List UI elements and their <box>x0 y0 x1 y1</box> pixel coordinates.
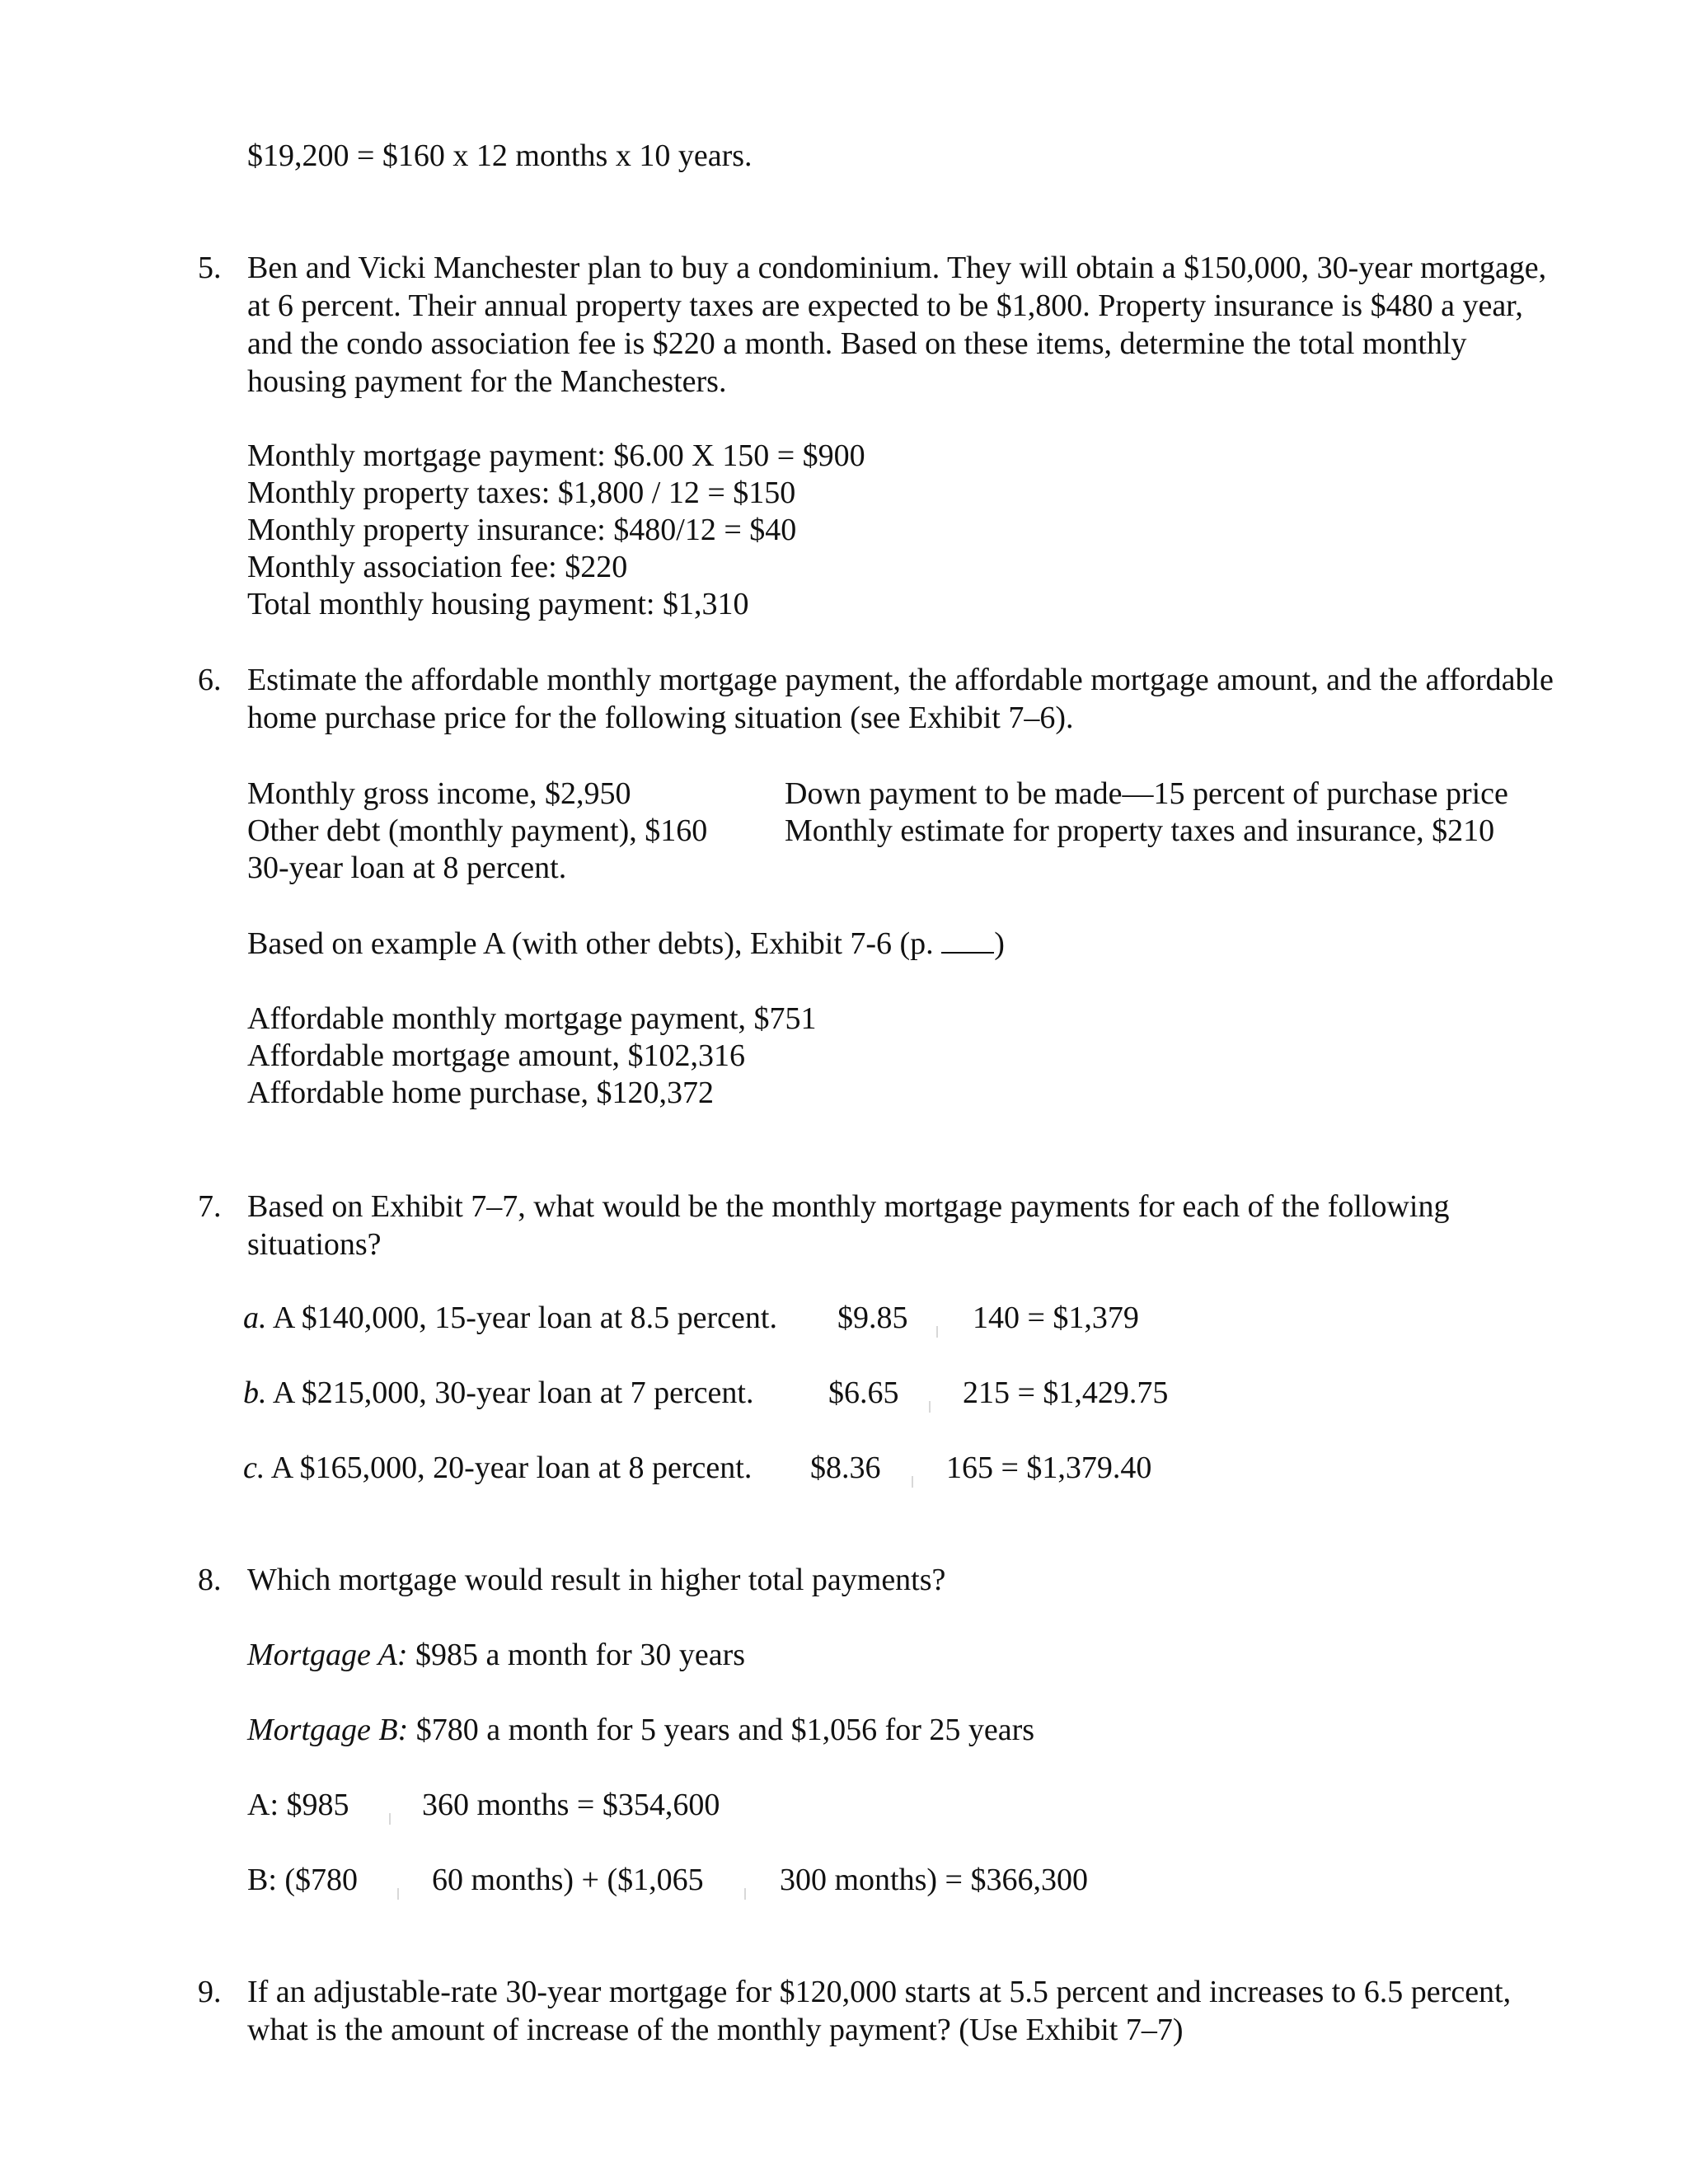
q7-item-b-multiply-sign <box>929 1385 931 1423</box>
top-line: $19,200 = $160 x 12 months x 10 years. <box>247 138 753 173</box>
q8-mortgage-b-text: $780 a month for 5 years and $1,056 for 25 years <box>415 1713 1035 1747</box>
q8-calc-a-part2: 360 months = $354,600 <box>422 1788 720 1822</box>
q7-item-a-rate: $9.85 <box>837 1301 908 1335</box>
q7-item-c-letter: c. <box>243 1451 265 1485</box>
q6-answer-payment: Affordable monthly mortgage payment, $751 <box>247 1001 817 1036</box>
q7-item-b-result: 215 = $1,429.75 <box>963 1376 1169 1410</box>
q6-basis <box>247 925 1005 963</box>
q7-item-c-result: 165 = $1,379.40 <box>946 1451 1152 1485</box>
q6-down-payment: Down payment to be made—15 percent of purchase price <box>785 776 1508 811</box>
q6-loan-term: 30-year loan at 8 percent. <box>247 851 567 885</box>
q6-answer-mortgage-amount: Affordable mortgage amount, $102,316 <box>247 1038 745 1073</box>
q8-calc-b-part2: 60 months) + ($1,065 <box>432 1863 704 1897</box>
q5-answer-association-fee: Monthly association fee: $220 <box>247 550 628 584</box>
q8-calc-b-part3: 300 months) = $366,300 <box>780 1863 1088 1897</box>
question-7-number: 7. <box>198 1189 222 1224</box>
q5-answer-taxes: Monthly property taxes: $1,800 / 12 = $150 <box>247 476 796 510</box>
question-8-text: Which mortgage would result in higher total payments? <box>247 1563 946 1597</box>
q7-item-a <box>243 1299 777 1337</box>
q7-item-c-multiply-sign <box>912 1460 913 1498</box>
q5-answer-mortgage: Monthly mortgage payment: $6.00 X 150 = $900 <box>247 438 865 473</box>
question-9-text: If an adjustable-rate 30-year mortgage for $120,000 starts at 5.5 percent and increases to 6.5 percent, what is the amount of increase of the monthly payment? (Use Exhibit 7–7) <box>247 1975 1512 2047</box>
q6-page-blank <box>941 927 994 954</box>
q7-item-a-result: 140 = $1,379 <box>973 1301 1139 1335</box>
q7-item-a-multiply-sign <box>936 1310 938 1348</box>
q7-item-c-rate: $8.36 <box>810 1451 881 1485</box>
q8-mortgage-a <box>247 1636 745 1674</box>
q6-taxes-insurance: Monthly estimate for property taxes and insurance, $210 <box>785 813 1495 848</box>
q7-item-b-rate: $6.65 <box>828 1376 899 1410</box>
question-6-number: 6. <box>198 663 222 697</box>
question-9-number: 9. <box>198 1975 222 2009</box>
q7-item-b <box>243 1374 753 1412</box>
q7-item-b-letter: b. <box>243 1376 267 1410</box>
q6-basis-suffix: ) <box>994 926 1005 961</box>
q8-calc-a-part1: A: $985 <box>247 1788 349 1822</box>
q8-calc-b-part1: B: ($780 <box>247 1863 359 1897</box>
question-5-number: 5. <box>198 251 222 285</box>
q5-answer-insurance: Monthly property insurance: $480/12 = $40 <box>247 513 797 547</box>
question-5-text: Ben and Vicki Manchester plan to buy a condominium. They will obtain a $150,000, 30-year mortgage, at 6 percent. Their annual property taxes are expected to be $1,800. Property insurance is $480 a year, and the condo association fee is $220 a month. Based on these items, determine the total monthly housing payment for the Manchesters. <box>247 251 1547 399</box>
q8-calc-b-multiply-sign-2 <box>744 1872 746 1910</box>
q6-other-debt: Other debt (monthly payment), $160 <box>247 813 708 848</box>
question-8-number: 8. <box>198 1563 222 1597</box>
q7-item-c <box>243 1449 752 1487</box>
q6-answer-home-purchase: Affordable home purchase, $120,372 <box>247 1076 714 1110</box>
q7-item-a-desc: A $140,000, 15-year loan at 8.5 percent. <box>272 1301 777 1335</box>
q7-item-c-desc: A $165,000, 20-year loan at 8 percent. <box>270 1451 753 1485</box>
question-6-text: Estimate the affordable monthly mortgage payment, the affordable mortgage amount, and the affordable home purchase price for the following situation (see Exhibit 7–6). <box>247 663 1554 735</box>
q8-calc-b-multiply-sign-1 <box>397 1872 399 1910</box>
q8-mortgage-b <box>247 1711 1034 1749</box>
q6-gross-income: Monthly gross income, $2,950 <box>247 776 631 811</box>
q8-mortgage-a-label: Mortgage A: <box>247 1638 408 1672</box>
q8-mortgage-a-text: $985 a month for 30 years <box>415 1638 746 1672</box>
q5-answer-total: Total monthly housing payment: $1,310 <box>247 587 749 621</box>
q7-item-b-desc: A $215,000, 30-year loan at 7 percent. <box>272 1376 754 1410</box>
q8-calc-a-multiply-sign <box>389 1797 391 1835</box>
q7-item-a-letter: a. <box>243 1301 267 1335</box>
question-7-text: Based on Exhibit 7–7, what would be the monthly mortgage payments for each of the following situations? <box>247 1189 1450 1262</box>
q6-basis-prefix: Based on example A (with other debts), Exhibit 7-6 (p. <box>247 926 934 961</box>
q8-mortgage-b-label: Mortgage B: <box>247 1713 409 1747</box>
